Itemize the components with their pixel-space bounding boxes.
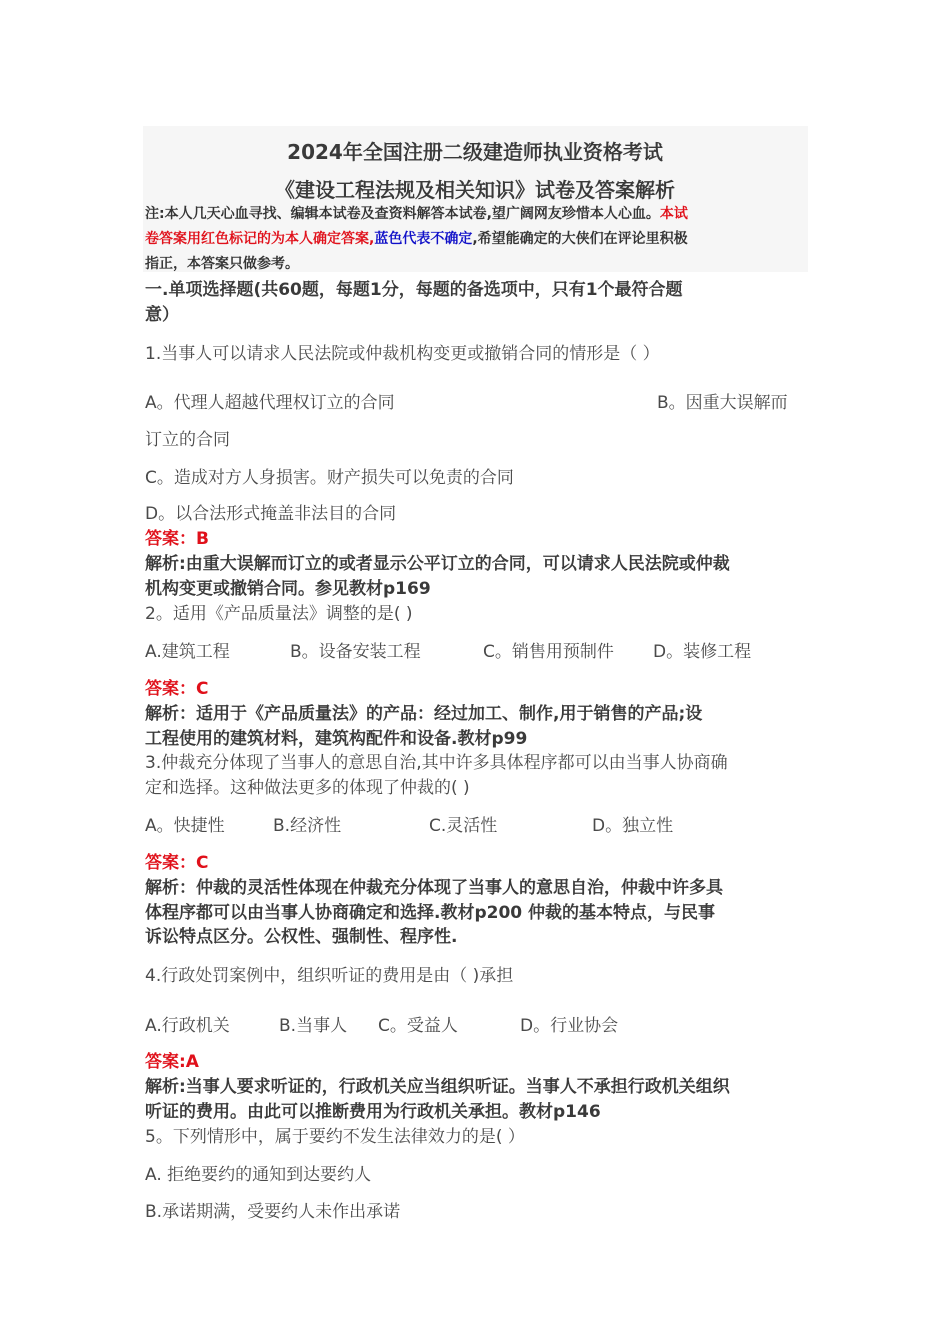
question-4-option-a: A.行政机关	[145, 1016, 230, 1036]
document-subtitle: 《建设工程法规及相关知识》试卷及答案解析	[275, 178, 675, 202]
question-3-stem-line2: 定和选择。这种做法更多的体现了仲裁的( )	[145, 778, 470, 798]
author-note-line3: 指正，本答案只做参考。	[145, 256, 299, 272]
author-note-red: 本试	[659, 206, 688, 222]
author-note-line2	[145, 228, 688, 248]
author-note-blue-legend: 蓝色代表不确定	[374, 231, 473, 247]
question-3-explanation-line1: 解析：仲裁的灵活性体现在仲裁充分体现了当事人的意思自治，仲裁中许多具	[145, 878, 723, 898]
question-1-explanation-line2: 机构变更或撤销合同。参见教材p169	[145, 579, 431, 599]
question-4-explanation-line2: 听证的费用。由此可以推断费用为行政机关承担。教材p146	[145, 1102, 601, 1122]
author-note-line1	[145, 203, 688, 223]
question-3-option-c: C.灵活性	[429, 816, 498, 836]
question-1-answer: 答案：B	[145, 529, 209, 549]
question-3-option-b: B.经济性	[273, 816, 342, 836]
question-2-explanation-line2: 工程使用的建筑材料，建筑构配件和设备.教材p99	[145, 729, 528, 749]
question-4-option-c: C。受益人	[378, 1016, 458, 1036]
question-5-stem: 5。下列情形中，属于要约不发生法律效力的是( ）	[145, 1127, 525, 1147]
question-1-option-d: D。以合法形式掩盖非法目的合同	[145, 504, 397, 524]
question-5-option-a: A. 拒绝要约的通知到达要约人	[145, 1165, 372, 1185]
section-heading-line2: 意）	[145, 305, 179, 325]
question-3-option-a: A。快捷性	[145, 816, 225, 836]
question-1-option-b: B。因重大误解而	[657, 393, 788, 413]
question-4-option-d: D。行业协会	[520, 1016, 619, 1036]
question-4-explanation-line1: 解析:当事人要求听证的，行政机关应当组织听证。当事人不承担行政机关组织	[145, 1077, 730, 1097]
question-2-option-b: B。设备安装工程	[290, 642, 421, 662]
question-1-option-b-cont: 订立的合同	[145, 430, 230, 450]
section-heading-line1: 一.单项选择题(共60题，每题1分，每题的备选项中，只有1个最符合题	[145, 280, 683, 300]
question-3-explanation-line2: 体程序都可以由当事人协商确定和选择.教材p200 仲裁的基本特点，与民事	[145, 903, 716, 923]
question-3-answer: 答案：C	[145, 853, 209, 873]
question-3-explanation-line3: 诉讼特点区分。公权性、强制性、程序性.	[145, 927, 458, 947]
question-2-explanation-line1: 解析：适用于《产品质量法》的产品：经过加工、制作,用于销售的产品;设	[145, 704, 703, 724]
question-5-option-b: B.承诺期满，受要约人未作出承诺	[145, 1202, 401, 1222]
author-note-text2: ,希望能确定的大侠们在评论里积极	[472, 231, 688, 247]
author-note-red-legend: 卷答案用红色标记的为本人确定答案,	[145, 231, 375, 247]
question-1-stem: 1.当事人可以请求人民法院或仲裁机构变更或撤销合同的情形是（ ）	[145, 344, 660, 364]
question-4-answer: 答案:A	[145, 1052, 199, 1072]
question-3-option-d: D。独立性	[592, 816, 674, 836]
question-2-answer: 答案：C	[145, 679, 209, 699]
question-2-option-c: C。销售用预制件	[483, 642, 614, 662]
question-1-option-a: A。代理人超越代理权订立的合同	[145, 393, 395, 413]
question-2-stem: 2。适用《产品质量法》调整的是( )	[145, 604, 413, 624]
question-2-option-a: A.建筑工程	[145, 642, 230, 662]
document-title: 2024年全国注册二级建造师执业资格考试	[287, 140, 663, 164]
question-1-option-c: C。造成对方人身损害。财产损失可以免责的合同	[145, 468, 514, 488]
question-4-option-b: B.当事人	[279, 1016, 348, 1036]
question-3-stem-line1: 3.仲裁充分体现了当事人的意思自治,其中许多具体程序都可以由当事人协商确	[145, 753, 728, 773]
question-4-stem: 4.行政处罚案例中，组织听证的费用是由（ )承担	[145, 966, 514, 986]
question-1-explanation-line1: 解析:由重大误解而订立的或者显示公平订立的合同，可以请求人民法院或仲裁	[145, 554, 730, 574]
question-2-option-d: D。装修工程	[653, 642, 752, 662]
author-note-text: 注:本人几天心血寻找、编辑本试卷及查资料解答本试卷,望广阔网友珍惜本人心血。	[145, 206, 660, 222]
